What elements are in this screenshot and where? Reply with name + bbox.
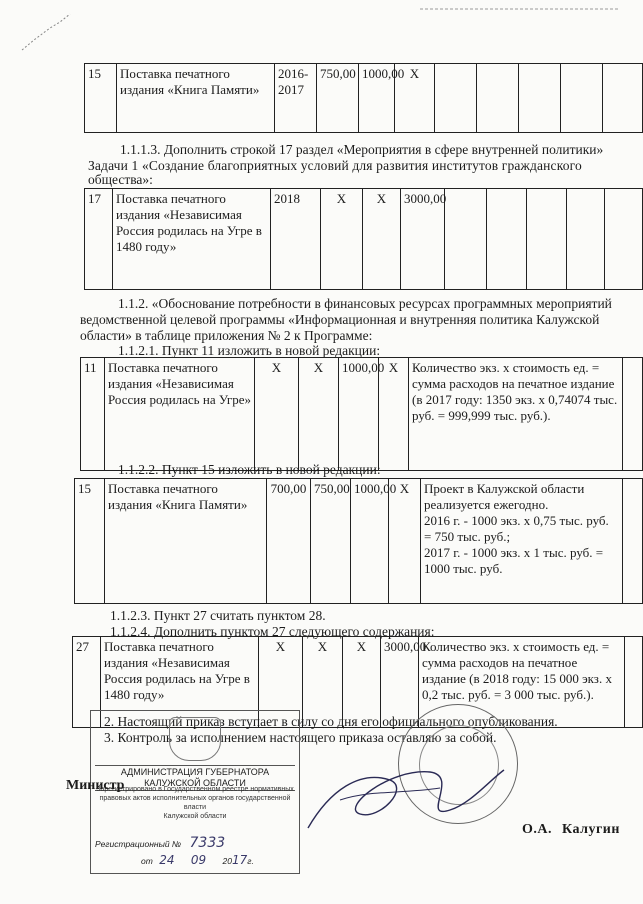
stamp-date: от 24 09 2017г. — [141, 853, 254, 867]
row-value-2: Х — [299, 358, 339, 471]
paragraph-1-1-2-2: 1.1.2.2. Пункт 15 изложить в новой редакции: — [118, 462, 381, 477]
empty-cell — [561, 64, 603, 133]
row-value-3: 3000,00 — [401, 189, 445, 290]
table-row — [85, 64, 643, 133]
row-year: 2016-2017 — [275, 64, 317, 133]
row-value-4: 3000,00 — [381, 637, 419, 728]
stamp-registration: Регистрационный № 7333 — [95, 835, 226, 851]
row-value-3: Х — [395, 64, 435, 133]
row-number: 27 — [73, 637, 101, 728]
paragraph-1-1-2-line1: 1.1.2. «Обоснование потребности в финансовых ресурсах программных мероприятий — [118, 296, 612, 311]
row-value-4: Х — [379, 358, 409, 471]
table-row — [85, 189, 643, 290]
row-value-2: 1000,00 — [359, 64, 395, 133]
row-name: Поставка печатного издания «Книга Памяти» — [117, 64, 275, 133]
paragraph-1-1-1-3-line1: 1.1.1.3. Дополнить строкой 17 раздел «Мероприятия в сфере внутренней политики» — [120, 142, 604, 157]
row-value-3: 1000,00 — [339, 358, 379, 471]
empty-cell — [623, 479, 643, 604]
row-note — [421, 479, 623, 604]
empty-cell — [435, 64, 477, 133]
table-2 — [84, 188, 643, 290]
row-year: 2018 — [271, 189, 321, 290]
empty-cell — [487, 189, 527, 290]
row-value-1: Х — [259, 637, 303, 728]
row-value-2: Х — [303, 637, 343, 728]
row-note: Количество экз. х стоимость ед. = сумма расходов на печатное издание (в 2018 году: 15 000 экз. х 0,2 тыс. руб. = 3 000 тыс. руб.). — [419, 637, 625, 728]
paragraph-1-1-2-1: 1.1.2.1. Пункт 11 изложить в новой редакции: — [118, 343, 381, 358]
signature-scribble — [300, 750, 510, 840]
empty-cell — [625, 637, 643, 728]
row-value-1: Х — [255, 358, 299, 471]
empty-cell — [567, 189, 605, 290]
row-value-1: 700,00 — [267, 479, 311, 604]
row-value-1: Х — [321, 189, 363, 290]
note-line-1: Проект в Калужской области реализуется ежегодно. — [424, 481, 585, 512]
paragraph-1-1-2-line3: области» в таблице приложения № 2 к Программе: — [80, 328, 373, 343]
row-value-2: Х — [363, 189, 401, 290]
paragraph-1-1-1-3-line2: Задачи 1 «Создание благоприятных условий для развития институтов гражданского — [88, 158, 582, 173]
row-value-1: 750,00 — [317, 64, 359, 133]
table-4 — [74, 478, 643, 604]
row-name: Поставка печатного издания «Независимая Россия родилась на Угре» — [105, 358, 255, 471]
coat-of-arms-icon — [169, 717, 221, 761]
row-number: 15 — [85, 64, 117, 133]
row-number: 15 — [75, 479, 105, 604]
empty-cell — [603, 64, 643, 133]
table-3 — [80, 357, 643, 471]
empty-cell — [527, 189, 567, 290]
empty-cell — [605, 189, 643, 290]
row-name: Поставка печатного издания «Независимая Россия родилась на Угре в 1480 году» — [101, 637, 259, 728]
row-number: 11 — [81, 358, 105, 471]
scan-mark-top-left — [20, 4, 80, 54]
paragraph-1-1-2-4: 1.1.2.4. Дополнить пунктом 27 следующего содержания: — [110, 624, 435, 639]
signature-position: Министр — [66, 778, 125, 793]
stamp-title: АДМИНИСТРАЦИЯ ГУБЕРНАТОРА КАЛУЖСКОЙ ОБЛАСТИ — [95, 765, 295, 791]
note-line-3: 2017 г. - 1000 экз. х 1 тыс. руб. = 1000 тыс. руб. — [424, 545, 604, 576]
closing-item-3: 3. Контроль за исполнением настоящего приказа оставляю за собой. — [104, 730, 497, 745]
scan-mark-top-right — [420, 4, 620, 14]
empty-cell — [519, 64, 561, 133]
empty-cell — [477, 64, 519, 133]
table-1 — [84, 63, 643, 133]
closing-item-2: 2. Настоящий приказ вступает в силу со дня его официального опубликования. — [104, 714, 558, 729]
table-row — [75, 479, 643, 604]
paragraph-1-1-2-line2: ведомственной целевой программы «Информационная и внутренняя политика Калужской — [80, 312, 600, 327]
row-number: 17 — [85, 189, 113, 290]
note-line-2: 2016 г. - 1000 экз. х 0,75 тыс. руб. = 750 тыс. руб.; — [424, 513, 609, 544]
row-value-2: 750,00 — [311, 479, 351, 604]
stamp-text: Зарегистрировано в Государственном реестре нормативных правовых актов исполнительных органов государственной власти Калужской области — [96, 786, 294, 820]
row-name: Поставка печатного издания «Книга Памяти» — [105, 479, 267, 604]
empty-cell — [623, 358, 643, 471]
empty-cell — [445, 189, 487, 290]
row-name: Поставка печатного издания «Независимая Россия родилась на Угре в 1480 году» — [113, 189, 271, 290]
row-note: Количество экз. х стоимость ед. = сумма расходов на печатное издание (в 2017 году: 1350 экз. х 0,74074 тыс. руб. = 999,999 тыс. руб.). — [409, 358, 623, 471]
registration-number: 7333 — [189, 835, 226, 851]
row-value-3: 1000,00 — [351, 479, 389, 604]
paragraph-1-1-2-3: 1.1.2.3. Пункт 27 считать пунктом 28. — [110, 608, 326, 623]
paragraph-1-1-1-3-line3: общества»: — [88, 172, 153, 187]
table-row — [81, 358, 643, 471]
row-value-4: Х — [389, 479, 421, 604]
row-value-3: Х — [343, 637, 381, 728]
signature-name: О.А. Калугин — [522, 822, 620, 837]
